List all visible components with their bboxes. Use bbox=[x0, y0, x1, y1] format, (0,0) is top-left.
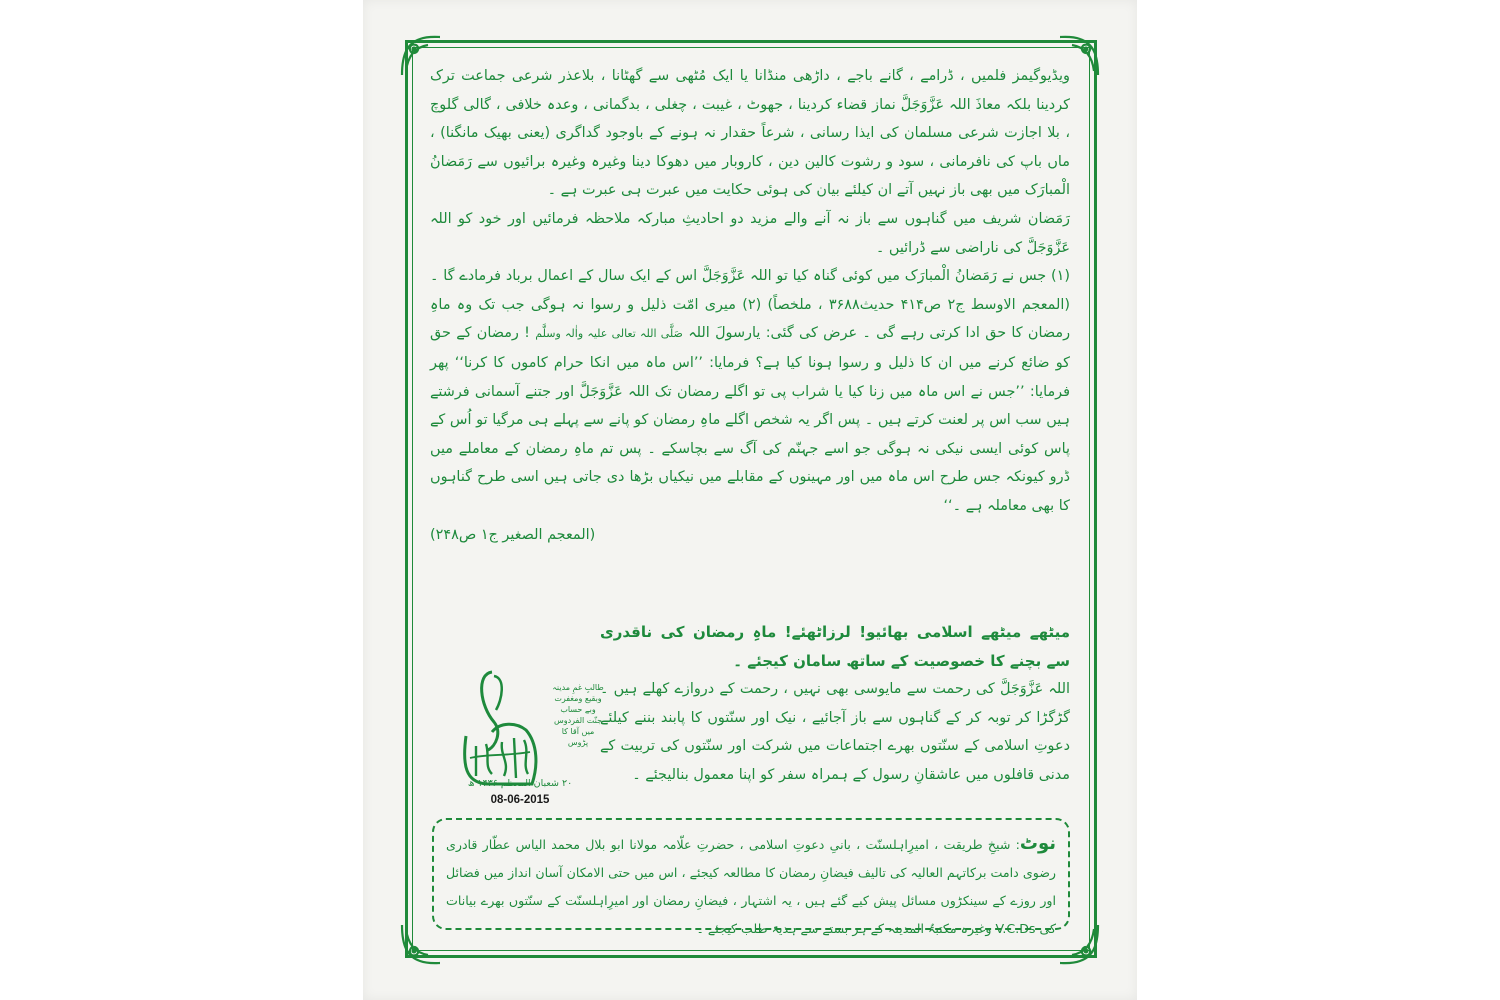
closing-headline: میٹھے میٹھے اسلامی بھائیو! لرزاٹھئے! ماہِ رمضان کی ناقدری سے بچنے کا خصوصیت کے ساتھ سامان کیجئے ۔ bbox=[600, 623, 1070, 670]
note-label: نوٹ bbox=[1019, 833, 1056, 854]
closing-text: اللہ عَزَّوَجَلَّ کی رحمت سے مایوسی بھی نہیں ، رحمت کے دروازے کھلے ہیں ۔ گڑگڑا کر توبہ کر کے گناہوں سے باز آجائیے ، نیک اور سنّتوں کا پابند بننے کیلئے دعوتِ اسلامی کے سنّتوں بھرے اجتماعات میں شرکت اور سنّتوں کی تربیت کے مدنی قافلوں میں عاشقانِ رسول کے ہمراہ سفر کو اپنا معمول بنالیجئے ۔ bbox=[600, 681, 1070, 783]
signature-seal-icon bbox=[446, 666, 552, 790]
corner-flourish-icon bbox=[398, 921, 444, 967]
main-text bbox=[430, 62, 1070, 549]
citation: (المعجم الصغیر ج۱ ص۲۴۸) bbox=[430, 526, 596, 543]
paragraph-3 bbox=[430, 262, 1070, 520]
closing-exhortation bbox=[600, 618, 1070, 790]
gregorian-date: 08-06-2015 bbox=[490, 794, 550, 806]
hadith-text-a: (۱) جس نے رَمَضانُ الْمبارَک میں کوئی گناہ کیا تو اللہ عَزَّوَجَلَّ اس کے ایک سال کے اعمال برباد فرمادے گا ۔ (المعجم الاوسط ج۲ ص۴۱۴ حدیث۳۶۸۸ ، ملخصاً) (۲) میری امّت ذلیل و رسوا نہ ہوگی جب تک وہ ماہِ رمضان کا حق ادا کرتی رہے گی ۔ عرض کی گئی: یارسولَ اللہ bbox=[430, 268, 1071, 342]
hadith-text-b: ! رمضان کے حق کو ضائع کرنے میں ان کا ذلیل و رسوا ہونا کیا ہے؟ فرمایا: ’’اس ماہ میں انکا حرام کاموں کا کرنا‘‘ پھر فرمایا: ’’جس نے اس ماہ میں زنا کیا یا شراب پی تو اگلے رمضان تک اللہ عَزَّوَجَلَّ اور جتنے آسمانی فرشتے ہیں سب اس پر لعنت کرتے ہیں ۔ پس اگر یہ شخص اگلے ماہِ رمضان کو پانے سے پہلے ہی مرگیا تو اُس کے پاس کوئی ایسی نیکی نہ ہوگی جو اسے جہنّم کی آگ سے بچاسکے ۔ پس تم ماہِ رمضان کے معاملے میں ڈرو کیونکہ جس طرح اس ماہ میں اور مہینوں کے مقابلے میں نیکیاں بڑھا دی جاتی ہیں اسی طرح گناہوں کا بھی معاملہ ہے ۔‘‘ bbox=[430, 325, 1070, 514]
salutation-text: صَلَّی اللہ تعالی علیہ واٰلہ وسلَّم bbox=[535, 327, 683, 341]
paragraph-2: رَمَضان شریف میں گناہوں سے باز نہ آنے والے مزید دو احادیثِ مبارکہ ملاحظہ فرمائیں اور خود کو اللہ عَزَّوَجَلَّ کی ناراضی سے ڈرائیں ۔ bbox=[430, 210, 1070, 256]
note-text bbox=[446, 830, 1056, 943]
signature-side-text: طالبِ غمِ مدینہ وبقیع ومغفرت وبے حساب جنّت الفردوس میں آقا کا پڑوس bbox=[552, 683, 604, 747]
paragraph-1: ویڈیوگیمز فلمیں ، ڈرامے ، گانے باجے ، داڑھی منڈانا یا ایک مُٹھی سے گھٹانا ، بلاعذر شرعی جماعت ترک کردینا بلکہ معاذَ اللہ عَزَّوَجَلَّ نماز قضاء کردینا ، جھوٹ ، غیبت ، چغلی ، بدگمانی ، وعدہ خلافی ، گالی گلوچ ، بلا اجازت شرعی مسلمان کی ایذا رسانی ، شرعاً حقدار نہ ہونے کے باوجود گداگری (یعنی بھیک مانگنا) ، ماں باپ کی نافرمانی ، سود و رشوت کالین دین ، کاروبار میں دھوکا دینا وغیرہ وغیرہ برائیوں سے رَمَضانُ الْمبارَک میں بھی باز نہیں آتے ان کیلئے بیان کی ہوئی حکایت میں عبرت ہی عبرت ہے ۔ bbox=[430, 68, 1070, 199]
note-body: : شیخِ طریقت ، امیرِاہلسنّت ، بانیِ دعوتِ اسلامی ، حضرتِ علّامہ مولانا ابو بلال محمد الیاس عطّار قادری رضوی دامت برکاتہم العالیہ کی تالیف فیضانِ رمضان کا مطالعہ کیجئے ، اس میں حتی الامکان آسان انداز میں فضائل اور روزے کے سینکڑوں مسائل پیش کیے گئے ہیں ، یہ اشتہار ، فیضانِ رمضان اور امیرِاہلسنّت کے سنّتوں بھرے بیانات کی V.C.Ds وغیرہ مکتبۃُ المدینہ کے ہر بستے سے ہدیۃً طلب کیجئے ۔ bbox=[446, 837, 1056, 936]
hijri-date: ۲۰ شعبان المعظم ۱۴۳۶ ھ bbox=[467, 778, 573, 789]
